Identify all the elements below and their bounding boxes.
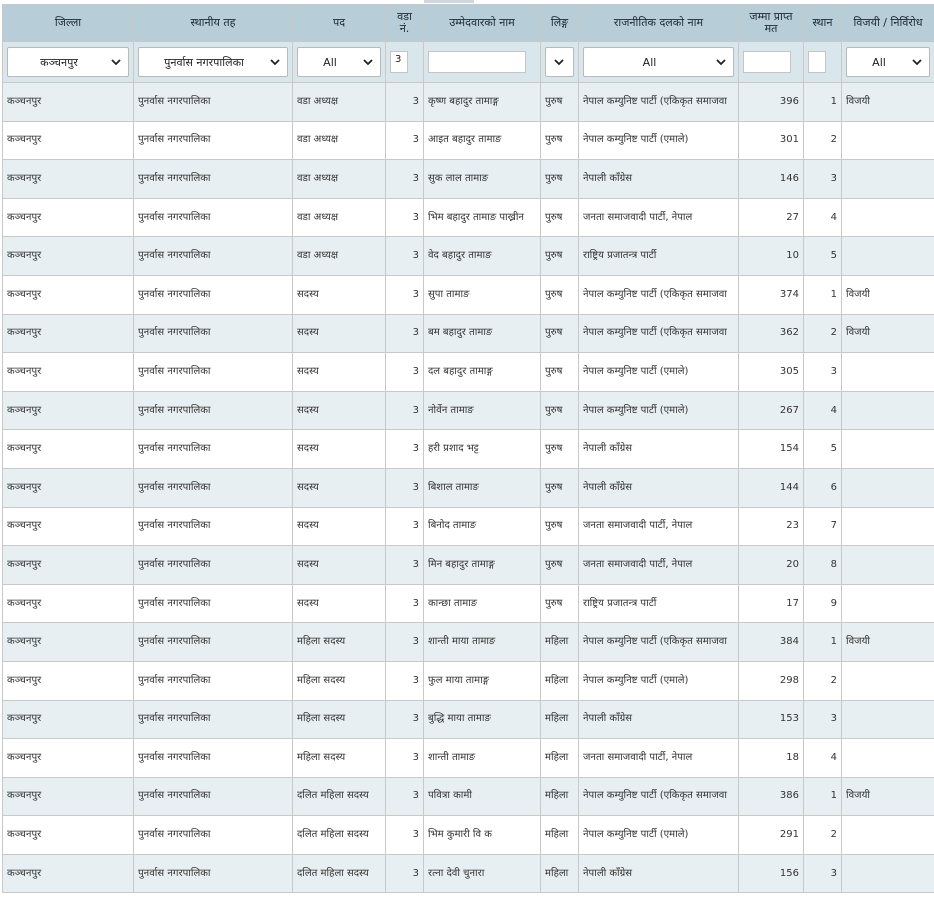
result-cell [842, 584, 934, 623]
post-cell: दलित महिला सदस्य [293, 816, 386, 855]
local-level-cell: पुनर्वास नगरपालिका [134, 430, 293, 469]
votes-cell: 20 [739, 546, 804, 585]
district-cell: कञ्चनपुर [3, 160, 134, 199]
ward-cell: 3 [386, 700, 424, 739]
filter-cell-votes [739, 42, 804, 83]
result-cell [842, 353, 934, 392]
post-cell: दलित महिला सदस्य [293, 777, 386, 816]
candidate-cell: दल बहादुर तामाङ्ग [424, 353, 541, 392]
district-cell: कञ्चनपुर [3, 623, 134, 662]
filter-cell-local-level [134, 42, 293, 83]
votes-cell: 362 [739, 314, 804, 353]
filter-cell-candidate [424, 42, 541, 83]
candidate-cell: बिनोद तामाङ [424, 507, 541, 546]
table-row[interactable] [3, 507, 934, 546]
table-row[interactable] [3, 777, 934, 816]
local-level-cell: पुनर्वास नगरपालिका [134, 237, 293, 276]
votes-cell: 153 [739, 700, 804, 739]
table-row[interactable] [3, 275, 934, 314]
post-cell: सदस्य [293, 275, 386, 314]
votes-cell: 23 [739, 507, 804, 546]
post-cell: सदस्य [293, 546, 386, 585]
gender-cell: पुरुष [541, 546, 579, 585]
ward-cell: 3 [386, 546, 424, 585]
local-level-cell: पुनर्वास नगरपालिका [134, 314, 293, 353]
table-row[interactable] [3, 623, 934, 662]
ward-cell: 3 [386, 237, 424, 276]
party-cell: नेपाली काँग्रेस [579, 430, 739, 469]
ward-cell: 3 [386, 391, 424, 430]
result-cell [842, 468, 934, 507]
rank-cell: 3 [804, 700, 842, 739]
candidate-cell: हरी प्रशाद भट्ट [424, 430, 541, 469]
district-cell: कञ्चनपुर [3, 854, 134, 893]
votes-cell: 156 [739, 854, 804, 893]
votes-cell: 27 [739, 198, 804, 237]
party-filter-select[interactable] [583, 47, 734, 77]
candidate-cell: आइत बहादुर तामाङ [424, 121, 541, 160]
post-cell: सदस्य [293, 353, 386, 392]
candidate-cell: नोर्वेन तामाङ [424, 391, 541, 430]
table-row[interactable] [3, 661, 934, 700]
filter-cell-ward [386, 42, 424, 83]
post-cell: सदस्य [293, 468, 386, 507]
gender-cell: पुरुष [541, 391, 579, 430]
district-cell: कञ्चनपुर [3, 275, 134, 314]
table-row[interactable] [3, 237, 934, 276]
gender-cell: महिला [541, 816, 579, 855]
party-cell: नेपाली काँग्रेस [579, 468, 739, 507]
rank-cell: 3 [804, 160, 842, 199]
header-post[interactable]: पद [293, 5, 386, 42]
votes-cell: 267 [739, 391, 804, 430]
ward-cell: 3 [386, 430, 424, 469]
result-cell: विजयी [842, 275, 934, 314]
table-row[interactable] [3, 121, 934, 160]
result-cell: विजयी [842, 777, 934, 816]
candidate-cell: बम बहादुर तामाङ [424, 314, 541, 353]
local-level-cell: पुनर्वास नगरपालिका [134, 468, 293, 507]
ward-cell: 3 [386, 83, 424, 122]
result-cell [842, 546, 934, 585]
post-cell: दलित महिला सदस्य [293, 854, 386, 893]
table-row[interactable] [3, 739, 934, 778]
gender-cell: पुरुष [541, 507, 579, 546]
gender-cell: महिला [541, 700, 579, 739]
result-cell: विजयी [842, 83, 934, 122]
gender-cell: पुरुष [541, 160, 579, 199]
local-level-cell: पुनर्वास नगरपालिका [134, 739, 293, 778]
votes-filter-input[interactable] [743, 51, 791, 73]
votes-cell: 10 [739, 237, 804, 276]
votes-cell: 374 [739, 275, 804, 314]
party-cell: जनता समाजवादी पार्टी, नेपाल [579, 507, 739, 546]
votes-cell: 154 [739, 430, 804, 469]
votes-cell: 146 [739, 160, 804, 199]
post-cell: सदस्य [293, 584, 386, 623]
votes-cell: 305 [739, 353, 804, 392]
gender-cell: पुरुष [541, 198, 579, 237]
result-cell [842, 198, 934, 237]
table-row[interactable] [3, 353, 934, 392]
district-cell: कञ्चनपुर [3, 700, 134, 739]
local-level-cell: पुनर्वास नगरपालिका [134, 816, 293, 855]
party-cell: नेपाल कम्युनिष्ट पार्टी (एकिकृत समाजवा [579, 83, 739, 122]
party-cell: नेपाली काँग्रेस [579, 160, 739, 199]
ward-cell: 3 [386, 468, 424, 507]
rank-cell: 8 [804, 546, 842, 585]
party-cell: नेपाल कम्युनिष्ट पार्टी (एमाले) [579, 121, 739, 160]
chevron-down-icon [362, 56, 374, 68]
local-level-cell: पुनर्वास नगरपालिका [134, 854, 293, 893]
district-cell: कञ्चनपुर [3, 121, 134, 160]
gender-cell: पुरुष [541, 237, 579, 276]
rank-cell: 2 [804, 121, 842, 160]
post-cell: सदस्य [293, 430, 386, 469]
gender-cell: महिला [541, 623, 579, 662]
local-level-cell: पुनर्वास नगरपालिका [134, 546, 293, 585]
candidate-cell: भिम कुमारी वि क [424, 816, 541, 855]
post-cell: महिला सदस्य [293, 661, 386, 700]
gender-cell: पुरुष [541, 121, 579, 160]
gender-cell: महिला [541, 854, 579, 893]
district-cell: कञ्चनपुर [3, 237, 134, 276]
party-cell: नेपाल कम्युनिष्ट पार्टी (एकिकृत समाजवा [579, 314, 739, 353]
district-filter-value: कञ्चनपुर [40, 55, 78, 69]
local-level-cell: पुनर्वास नगरपालिका [134, 198, 293, 237]
table-row[interactable] [3, 546, 934, 585]
result-cell [842, 391, 934, 430]
table-row[interactable] [3, 198, 934, 237]
candidate-cell: शान्ती माया तामाङ [424, 623, 541, 662]
chevron-down-icon [269, 56, 281, 68]
filter-cell-rank [804, 42, 842, 83]
post-cell: वडा अध्यक्ष [293, 198, 386, 237]
district-cell: कञ्चनपुर [3, 468, 134, 507]
result-cell [842, 816, 934, 855]
result-cell [842, 854, 934, 893]
result-cell: विजयी [842, 314, 934, 353]
post-cell: सदस्य [293, 314, 386, 353]
post-cell: महिला सदस्य [293, 739, 386, 778]
ward-cell: 3 [386, 275, 424, 314]
gender-cell: पुरुष [541, 468, 579, 507]
post-cell: वडा अध्यक्ष [293, 83, 386, 122]
local-level-cell: पुनर्वास नगरपालिका [134, 700, 293, 739]
party-cell: नेपाल कम्युनिष्ट पार्टी (एमाले) [579, 391, 739, 430]
candidate-cell: बिशाल तामाङ [424, 468, 541, 507]
gender-cell: पुरुष [541, 83, 579, 122]
votes-cell: 298 [739, 661, 804, 700]
header-row [3, 5, 934, 42]
ward-cell: 3 [386, 739, 424, 778]
result-cell [842, 700, 934, 739]
votes-cell: 384 [739, 623, 804, 662]
district-cell: कञ्चनपुर [3, 546, 134, 585]
candidate-cell: सुक लाल तामाङ [424, 160, 541, 199]
local-level-cell: पुनर्वास नगरपालिका [134, 121, 293, 160]
rank-cell: 1 [804, 275, 842, 314]
local-level-cell: पुनर्वास नगरपालिका [134, 507, 293, 546]
rank-cell: 9 [804, 584, 842, 623]
table-row[interactable] [3, 83, 934, 122]
header-votes[interactable]: जम्मा प्राप्त मत [739, 5, 804, 42]
district-filter-select[interactable] [7, 47, 129, 77]
gender-cell: पुरुष [541, 584, 579, 623]
local-level-filter-value: पुनर्वास नगरपालिका [164, 55, 244, 69]
ward-cell: 3 [386, 584, 424, 623]
table-body [3, 83, 934, 893]
district-cell: कञ्चनपुर [3, 739, 134, 778]
votes-cell: 291 [739, 816, 804, 855]
party-cell: नेपाली काँग्रेस [579, 700, 739, 739]
district-cell: कञ्चनपुर [3, 198, 134, 237]
candidate-cell: फुल माया तामाङ्ग [424, 661, 541, 700]
rank-cell: 5 [804, 430, 842, 469]
rank-cell: 4 [804, 198, 842, 237]
party-cell: राष्ट्रिय प्रजातन्त्र पार्टी [579, 237, 739, 276]
chevron-down-icon [911, 56, 923, 68]
header-ward[interactable]: वडा नं. [386, 5, 424, 42]
post-filter-select[interactable] [297, 47, 381, 77]
post-cell: सदस्य [293, 507, 386, 546]
result-cell [842, 507, 934, 546]
header-party[interactable]: राजनीतिक दलको नाम [579, 5, 739, 42]
candidate-cell: मिन बहादुर तामाङ्ग [424, 546, 541, 585]
header-candidate[interactable]: उम्मेदवारको नाम [424, 5, 541, 42]
ward-cell: 3 [386, 661, 424, 700]
candidate-cell: भिम बहादुर तामाङ पाख्रीन [424, 198, 541, 237]
rank-cell: 6 [804, 468, 842, 507]
party-filter-value: All [642, 55, 657, 69]
local-level-cell: पुनर्वास नगरपालिका [134, 353, 293, 392]
candidate-cell: बुद्धि माया तामाङ [424, 700, 541, 739]
result-filter-select[interactable] [846, 47, 930, 77]
candidate-cell: कान्छा तामाङ [424, 584, 541, 623]
header-gender[interactable]: लिङ्ग [541, 5, 579, 42]
district-cell: कञ्चनपुर [3, 430, 134, 469]
party-cell: नेपाल कम्युनिष्ट पार्टी (एमाले) [579, 661, 739, 700]
ward-cell: 3 [386, 160, 424, 199]
ward-cell: 3 [386, 854, 424, 893]
ward-cell: 3 [386, 353, 424, 392]
post-cell: वडा अध्यक्ष [293, 237, 386, 276]
top-tab-indicator [424, 0, 474, 3]
candidate-filter-input[interactable] [428, 51, 526, 73]
votes-cell: 17 [739, 584, 804, 623]
local-level-cell: पुनर्वास नगरपालिका [134, 661, 293, 700]
local-level-cell: पुनर्वास नगरपालिका [134, 777, 293, 816]
rank-cell: 4 [804, 739, 842, 778]
result-cell [842, 160, 934, 199]
table-row[interactable] [3, 854, 934, 893]
chevron-down-icon [110, 56, 122, 68]
header-result[interactable]: विजयी / निर्विरोध [842, 5, 934, 42]
candidate-cell: शान्ती तामाङ [424, 739, 541, 778]
gender-cell: महिला [541, 661, 579, 700]
party-cell: नेपाल कम्युनिष्ट पार्टी (एमाले) [579, 816, 739, 855]
ward-cell: 3 [386, 777, 424, 816]
table-row[interactable] [3, 816, 934, 855]
local-level-cell: पुनर्वास नगरपालिका [134, 275, 293, 314]
rank-cell: 2 [804, 661, 842, 700]
district-cell: कञ्चनपुर [3, 777, 134, 816]
table-row[interactable] [3, 468, 934, 507]
district-cell: कञ्चनपुर [3, 507, 134, 546]
header-local-level[interactable]: स्थानीय तह [134, 5, 293, 42]
gender-filter-select[interactable] [545, 47, 574, 77]
result-cell [842, 430, 934, 469]
party-cell: नेपाल कम्युनिष्ट पार्टी (एमाले) [579, 353, 739, 392]
rank-cell: 4 [804, 391, 842, 430]
ward-filter-input[interactable]: 3 [390, 51, 408, 73]
rank-cell: 3 [804, 854, 842, 893]
ward-cell: 3 [386, 623, 424, 662]
table-row[interactable] [3, 391, 934, 430]
district-cell: कञ्चनपुर [3, 584, 134, 623]
gender-cell: महिला [541, 739, 579, 778]
party-cell: जनता समाजवादी पार्टी, नेपाल [579, 198, 739, 237]
ward-cell: 3 [386, 816, 424, 855]
votes-cell: 144 [739, 468, 804, 507]
header-rank[interactable]: स्थान [804, 5, 842, 42]
chevron-down-icon [715, 56, 727, 68]
ward-cell: 3 [386, 314, 424, 353]
post-cell: वडा अध्यक्ष [293, 160, 386, 199]
district-cell: कञ्चनपुर [3, 353, 134, 392]
candidate-cell: कृष्ण बहादुर तामाङ्ग [424, 83, 541, 122]
result-filter-value: All [872, 55, 886, 69]
rank-cell: 1 [804, 777, 842, 816]
post-cell: सदस्य [293, 391, 386, 430]
filter-cell-district [3, 42, 134, 83]
party-cell: नेपाली काँग्रेस [579, 854, 739, 893]
rank-cell: 5 [804, 237, 842, 276]
district-cell: कञ्चनपुर [3, 661, 134, 700]
results-table [2, 4, 934, 893]
header-district[interactable]: जिल्ला [3, 5, 134, 42]
votes-cell: 386 [739, 777, 804, 816]
gender-cell: महिला [541, 777, 579, 816]
rank-cell: 2 [804, 816, 842, 855]
local-level-cell: पुनर्वास नगरपालिका [134, 391, 293, 430]
gender-cell: पुरुष [541, 430, 579, 469]
result-cell [842, 661, 934, 700]
rank-cell: 1 [804, 83, 842, 122]
local-level-cell: पुनर्वास नगरपालिका [134, 83, 293, 122]
candidate-cell: वेद बहादुर तामाङ [424, 237, 541, 276]
votes-cell: 18 [739, 739, 804, 778]
filter-row [3, 42, 934, 83]
result-cell [842, 237, 934, 276]
ward-cell: 3 [386, 121, 424, 160]
party-cell: जनता समाजवादी पार्टी, नेपाल [579, 739, 739, 778]
table-row[interactable] [3, 314, 934, 353]
ward-cell: 3 [386, 507, 424, 546]
result-cell: विजयी [842, 623, 934, 662]
district-cell: कञ्चनपुर [3, 391, 134, 430]
party-cell: नेपाल कम्युनिष्ट पार्टी (एकिकृत समाजवा [579, 623, 739, 662]
filter-cell-result [842, 42, 934, 83]
gender-cell: पुरुष [541, 353, 579, 392]
candidate-cell: सुपा तामाङ [424, 275, 541, 314]
post-cell: वडा अध्यक्ष [293, 121, 386, 160]
rank-cell: 7 [804, 507, 842, 546]
candidate-cell: पवित्रा कामी [424, 777, 541, 816]
result-cell [842, 121, 934, 160]
party-cell: नेपाल कम्युनिष्ट पार्टी (एकिकृत समाजवा [579, 275, 739, 314]
local-level-cell: पुनर्वास नगरपालिका [134, 160, 293, 199]
post-cell: महिला सदस्य [293, 623, 386, 662]
post-filter-value: All [323, 55, 337, 69]
rank-filter-input[interactable] [808, 51, 826, 73]
gender-cell: पुरुष [541, 314, 579, 353]
local-level-cell: पुनर्वास नगरपालिका [134, 584, 293, 623]
party-cell: जनता समाजवादी पार्टी, नेपाल [579, 546, 739, 585]
post-cell: महिला सदस्य [293, 700, 386, 739]
chevron-down-icon [553, 56, 565, 68]
table-row[interactable] [3, 584, 934, 623]
district-cell: कञ्चनपुर [3, 83, 134, 122]
table-row[interactable] [3, 700, 934, 739]
table-row[interactable] [3, 430, 934, 469]
result-cell [842, 739, 934, 778]
rank-cell: 1 [804, 623, 842, 662]
party-cell: नेपाल कम्युनिष्ट पार्टी (एकिकृत समाजवा [579, 777, 739, 816]
gender-cell: पुरुष [541, 275, 579, 314]
votes-cell: 301 [739, 121, 804, 160]
district-cell: कञ्चनपुर [3, 314, 134, 353]
filter-cell-post [293, 42, 386, 83]
candidate-cell: रत्ना देवी चुनारा [424, 854, 541, 893]
filter-cell-gender [541, 42, 579, 83]
filter-cell-party [579, 42, 739, 83]
table-row[interactable] [3, 160, 934, 199]
party-cell: राष्ट्रिय प्रजातन्त्र पार्टी [579, 584, 739, 623]
votes-cell: 396 [739, 83, 804, 122]
rank-cell: 2 [804, 314, 842, 353]
district-cell: कञ्चनपुर [3, 816, 134, 855]
local-level-filter-select[interactable] [138, 47, 288, 77]
ward-cell: 3 [386, 198, 424, 237]
rank-cell: 3 [804, 353, 842, 392]
local-level-cell: पुनर्वास नगरपालिका [134, 623, 293, 662]
